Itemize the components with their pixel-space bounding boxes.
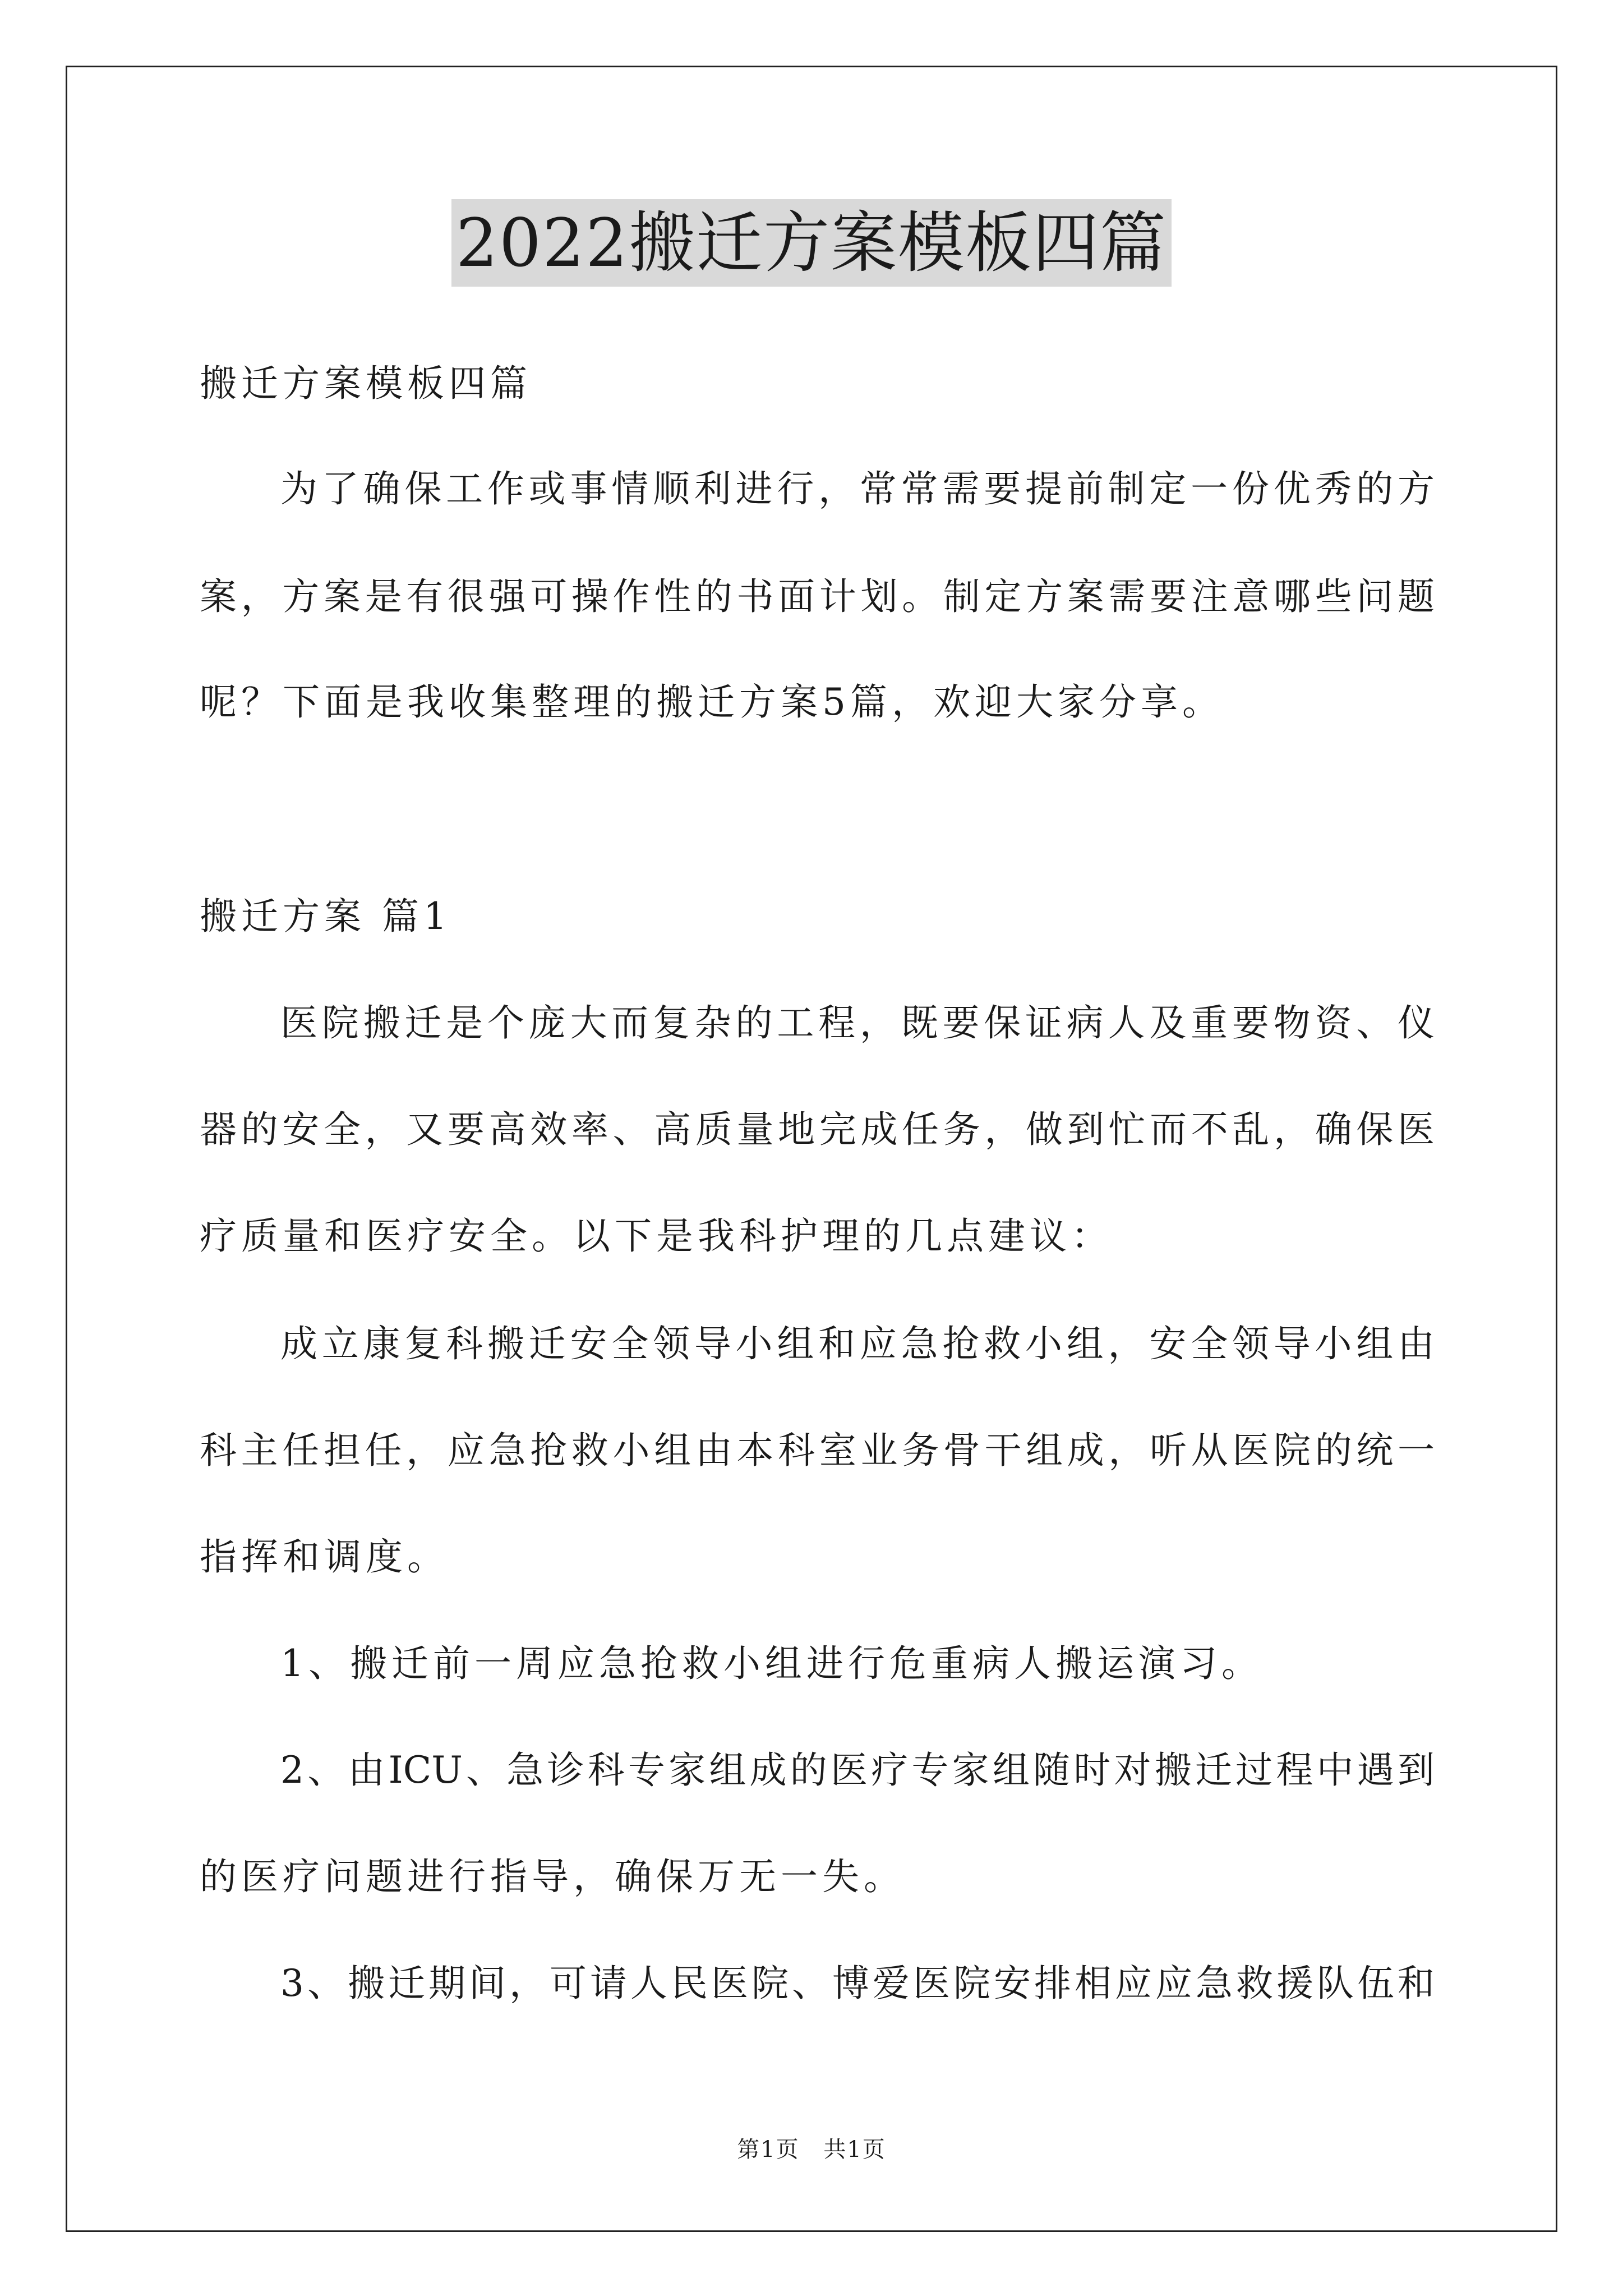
list-item: 1、搬迁前一周应急抢救小组进行危重病人搬运演习。 — [280, 1642, 1263, 1685]
paragraph-line: 器的安全，又要高效率、高质量地完成任务，做到忙而不乱，确保医 — [200, 1108, 1435, 1151]
paragraph-line: 科主任担任，应急抢救小组由本科室业务骨干组成，听从医院的统一 — [200, 1429, 1435, 1472]
intro-line: 呢？下面是我收集整理的搬迁方案5篇，欢迎大家分享。 — [200, 680, 1224, 724]
paragraph-line: 指挥和调度。 — [200, 1535, 449, 1579]
intro-line: 为了确保工作或事情顺利进行，常常需要提前制定一份优秀的方 — [280, 467, 1435, 510]
list-item: 2、由ICU、急诊科专家组成的医疗专家组随时对搬迁过程中遇到 — [280, 1749, 1435, 1792]
paragraph-line: 医院搬迁是个庞大而复杂的工程，既要保证病人及重要物资、仪 — [280, 1001, 1435, 1045]
page-total: 共1页 — [823, 2137, 886, 2162]
list-item: 3、搬迁期间，可请人民医院、博爱医院安排相应应急救援队伍和 — [280, 1962, 1435, 2005]
section-heading: 搬迁方案 篇1 — [200, 895, 451, 938]
document-title: 2022搬迁方案模板四篇 — [451, 199, 1172, 287]
paragraph-line: 疗质量和医疗安全。以下是我科护理的几点建议： — [200, 1214, 1113, 1258]
subtitle: 搬迁方案模板四篇 — [200, 362, 532, 405]
list-item-continuation: 的医疗问题进行指导，确保万无一失。 — [200, 1855, 905, 1898]
intro-line: 案，方案是有很强可操作性的书面计划。制定方案需要注意哪些问题 — [200, 575, 1435, 618]
page-footer — [0, 2132, 1623, 2164]
paragraph-line: 成立康复科搬迁安全领导小组和应急抢救小组，安全领导小组由 — [280, 1322, 1435, 1365]
title-area — [0, 199, 1623, 287]
page-number: 第1页 — [737, 2137, 800, 2162]
